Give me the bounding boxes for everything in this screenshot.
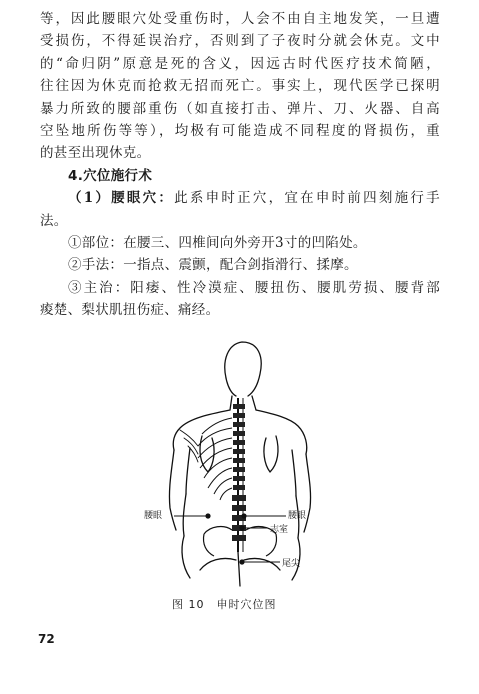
- acupoint-title: （1）腰眼穴：: [68, 190, 175, 207]
- paragraph-line: 暴力所致的腰部重伤（如直接打击、弹片、刀、火器、自高: [40, 100, 440, 117]
- indications-text: ③主治：阳痿、性冷漠症、腰扭伤、腰肌劳损、腰背部: [68, 279, 440, 296]
- acupoint-intro: [40, 187, 440, 209]
- body-text: [40, 8, 440, 321]
- label-yaoyan-right: 腰眼: [288, 511, 307, 521]
- indications-text-cont: 痠楚、梨状肌扭伤症、痛经。: [40, 302, 220, 319]
- section-heading: 4.穴位施行术: [68, 167, 153, 184]
- technique-text: ②手法：一指点、震颤，配合剑指滑行、揉摩。: [68, 257, 358, 274]
- label-zhishi: 志室: [270, 525, 289, 535]
- label-yaoyan-left: 腰眼: [144, 511, 163, 521]
- paragraph-line: 受损伤，不得延误治疗，否则到了子夜时分就会休克。文中: [40, 33, 440, 50]
- page-number: 72: [38, 632, 55, 646]
- acupoint-description: 此系申时正穴，宜在申时前四刻施行手: [174, 190, 440, 207]
- paragraph-line: 的“命归阴”原意是死的含义，因远古时代医疗技术简陋，: [40, 55, 440, 72]
- figure-caption: 图 10 申时穴位图: [172, 598, 277, 611]
- location-text: ①部位：在腰三、四椎间向外旁开3寸的凹陷处。: [68, 234, 367, 251]
- label-weijian: 尾尖: [282, 559, 301, 569]
- paragraph-line: 等，因此腰眼穴处受重伤时，人会不由自主地发笑，一旦遭: [40, 11, 440, 27]
- back-illustration: [140, 338, 340, 588]
- paragraph-line: 空坠地所伤等等），均极有可能造成不同程度的肾损伤，重: [40, 122, 440, 139]
- acupoint-description-cont: 法。: [40, 212, 68, 229]
- paragraph-line: 的甚至出现休克。: [40, 145, 151, 162]
- back-acupoint-figure: [140, 338, 340, 588]
- paragraph-line: 往往因为休克而抢救无招而死亡。事实上，现代医学已探明: [40, 78, 440, 95]
